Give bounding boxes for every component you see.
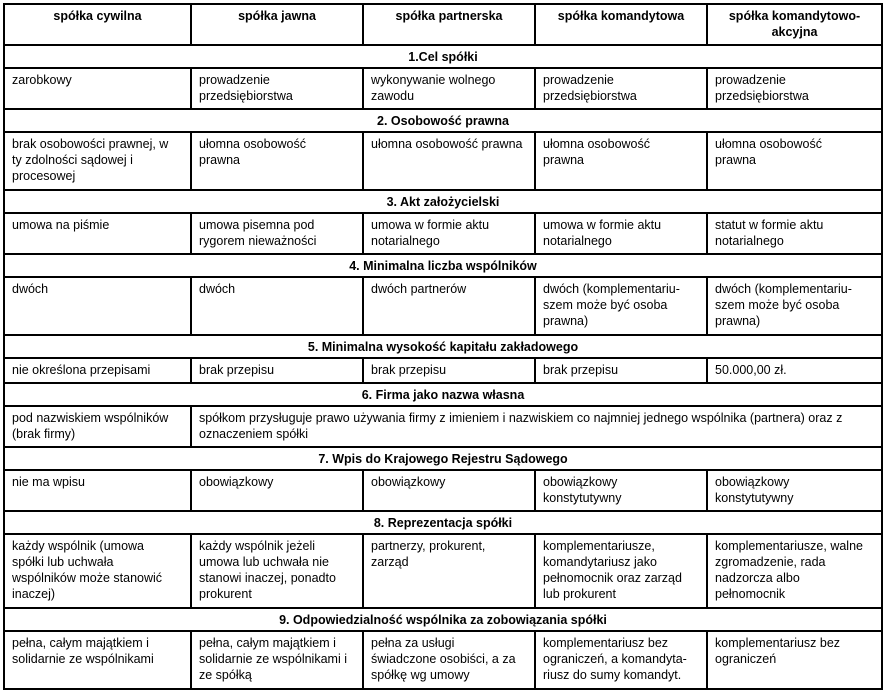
- section-heading: [4, 608, 882, 631]
- section-title-purpose: 1.Cel spółki: [4, 45, 882, 68]
- company-types-comparison-table: [3, 3, 883, 690]
- table-cell: każdy wspólnik jeżeli umowa lub uchwała nie stanowi inaczej, ponadto prokurent: [191, 534, 363, 608]
- section-title-liability: 9. Odpowiedzialność wspólnika za zobowiązania spółki: [4, 608, 882, 631]
- table-cell: prowadzenie przedsiębiorstwa: [707, 68, 882, 109]
- table-cell: obowiązkowy: [363, 470, 535, 511]
- header-row: [4, 4, 882, 45]
- table-cell: brak przepisu: [363, 358, 535, 383]
- section-heading: [4, 109, 882, 132]
- section-title-court-register: 7. Wpis do Krajowego Rejestru Sądowego: [4, 447, 882, 470]
- table-cell: umowa pisemna pod rygorem nieważności: [191, 213, 363, 254]
- table-row: [4, 68, 882, 109]
- table-cell: brak przepisu: [535, 358, 707, 383]
- section-heading: [4, 190, 882, 213]
- table-cell: ułomna osobowość prawna: [191, 132, 363, 190]
- section-title-representation: 8. Reprezentacja spółki: [4, 511, 882, 534]
- table-row: [4, 277, 882, 335]
- section-heading: [4, 511, 882, 534]
- table-cell: nie ma wpisu: [4, 470, 191, 511]
- header-general-partnership: spółka jawna: [191, 4, 363, 45]
- table-cell: brak przepisu: [191, 358, 363, 383]
- table-cell: partnerzy, prokurent, zarząd: [363, 534, 535, 608]
- table-row: [4, 534, 882, 608]
- table-cell: dwóch (komplementariu- szem może być osoba prawna): [535, 277, 707, 335]
- table-row: [4, 406, 882, 447]
- section-heading: [4, 447, 882, 470]
- table-cell: komplementariusze, komandytariusz jako pełnomocnik oraz zarząd lub prokurent: [535, 534, 707, 608]
- table-cell: umowa na piśmie: [4, 213, 191, 254]
- table-cell: prowadzenie przedsiębiorstwa: [191, 68, 363, 109]
- table-cell: pełna, całym majątkiem i solidarnie ze wspólnikami i ze spółką: [191, 631, 363, 689]
- section-heading: [4, 335, 882, 358]
- table-cell: zarobkowy: [4, 68, 191, 109]
- table-row: [4, 213, 882, 254]
- table-cell: komplementariusz bez ograniczeń, a komandyta- riusz do sumy komandyt.: [535, 631, 707, 689]
- table-cell: prowadzenie przedsiębiorstwa: [535, 68, 707, 109]
- table-row: [4, 631, 882, 689]
- header-limited-joint-stock-partnership: spółka komandytowo- akcyjna: [707, 4, 882, 45]
- table-cell: brak osobowości prawnej, w ty zdolności sądowej i procesowej: [4, 132, 191, 190]
- table-cell: dwóch: [191, 277, 363, 335]
- section-title-company-name: 6. Firma jako nazwa własna: [4, 383, 882, 406]
- table-cell: nie określona przepisami: [4, 358, 191, 383]
- table-cell: obowiązkowy konstytutywny: [535, 470, 707, 511]
- table-cell: wykonywanie wolnego zawodu: [363, 68, 535, 109]
- table-cell: umowa w formie aktu notarialnego: [363, 213, 535, 254]
- table-row: [4, 132, 882, 190]
- table-row: [4, 358, 882, 383]
- table-cell: komplementariusz bez ograniczeń: [707, 631, 882, 689]
- table-cell: komplementariusze, walne zgromadzenie, rada nadzorcza albo pełnomocnik: [707, 534, 882, 608]
- section-title-min-capital: 5. Minimalna wysokość kapitału zakładowego: [4, 335, 882, 358]
- header-professional-partnership: spółka partnerska: [363, 4, 535, 45]
- table-cell: każdy wspólnik (umowa spółki lub uchwała wspólników może stanowić inaczej): [4, 534, 191, 608]
- table-cell: ułomna osobowość prawna: [707, 132, 882, 190]
- table-cell: ułomna osobowość prawna: [535, 132, 707, 190]
- table-cell: umowa w formie aktu notarialnego: [535, 213, 707, 254]
- table-cell: pod nazwiskiem wspólników (brak firmy): [4, 406, 191, 447]
- table-cell: dwóch partnerów: [363, 277, 535, 335]
- table-cell: obowiązkowy: [191, 470, 363, 511]
- table-cell: 50.000,00 zł.: [707, 358, 882, 383]
- table-row: [4, 470, 882, 511]
- section-title-legal-personality: 2. Osobowość prawna: [4, 109, 882, 132]
- section-title-founding-act: 3. Akt założycielski: [4, 190, 882, 213]
- header-limited-partnership: spółka komandytowa: [535, 4, 707, 45]
- table-cell: obowiązkowy konstytutywny: [707, 470, 882, 511]
- section-heading: [4, 254, 882, 277]
- table-cell: pełna, całym majątkiem i solidarnie ze wspólnikami: [4, 631, 191, 689]
- section-title-min-partners: 4. Minimalna liczba wspólników: [4, 254, 882, 277]
- table-cell: ułomna osobowość prawna: [363, 132, 535, 190]
- section-heading: [4, 45, 882, 68]
- table-cell: statut w formie aktu notarialnego: [707, 213, 882, 254]
- table-cell-merged: spółkom przysługuje prawo używania firmy z imieniem i nazwiskiem co najmniej jednego wspólnika (partnera) oraz z oznaczeniem spółki: [191, 406, 882, 447]
- section-heading: [4, 383, 882, 406]
- table-cell: pełna za usługi świadczone osobiści, a za spółkę wg umowy: [363, 631, 535, 689]
- table-cell: dwóch: [4, 277, 191, 335]
- header-civil-partnership: spółka cywilna: [4, 4, 191, 45]
- table-cell: dwóch (komplementariu- szem może być osoba prawna): [707, 277, 882, 335]
